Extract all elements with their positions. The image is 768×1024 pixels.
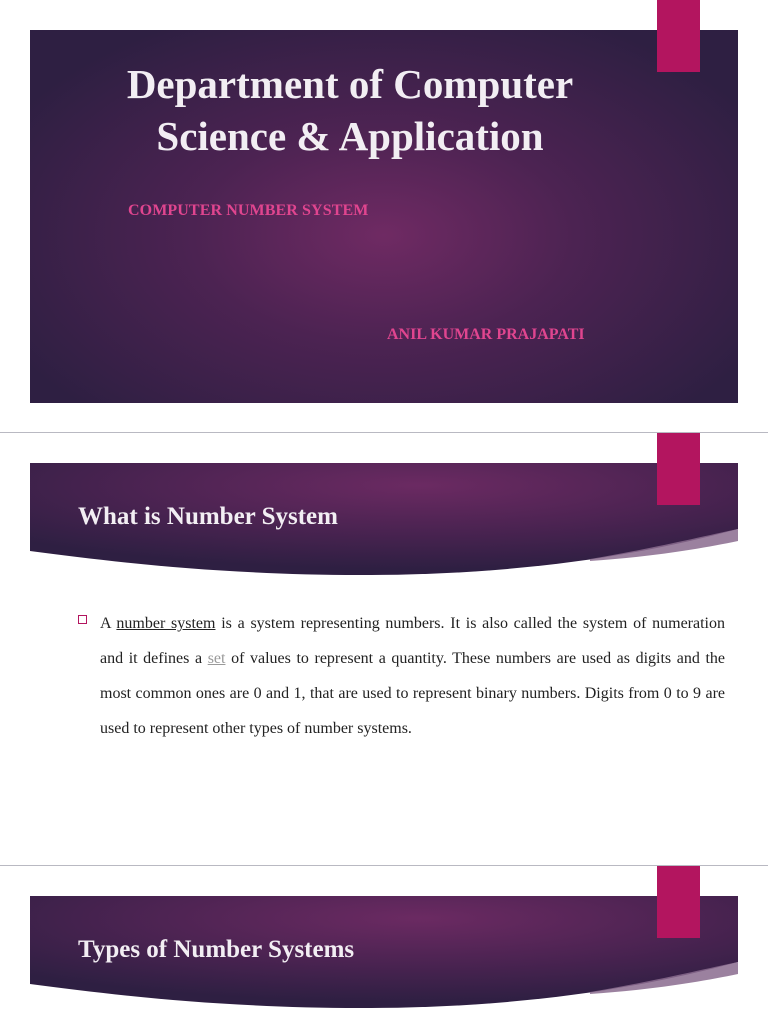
- slide-subtitle: COMPUTER NUMBER SYSTEM: [128, 202, 369, 219]
- slide3-header-banner: [30, 896, 738, 1012]
- set-link[interactable]: set: [207, 650, 226, 667]
- author-name: ANIL KUMAR PRAJAPATI: [387, 326, 585, 343]
- accent-tab-slide1: [657, 0, 700, 72]
- slide-divider: [0, 865, 768, 866]
- slide2-heading: What is Number System: [78, 503, 338, 530]
- square-bullet-icon: [78, 615, 87, 624]
- definition-paragraph: [100, 606, 725, 746]
- number-system-link[interactable]: number system: [116, 615, 216, 632]
- para-mid: is a system representing numbers. It is also called the system of numeration and it defines a: [100, 615, 726, 667]
- slide-title: Department of Computer Science & Application: [126, 61, 574, 159]
- slide2-header-banner: [30, 463, 738, 579]
- slide3-heading: Types of Number Systems: [78, 936, 355, 963]
- para-end: of values to represent a quantity. These numbers are used as digits and the most common ones are 0 and 1, that are used to represent binary numbers. Digits from 0 to 9 are used to represent other types of number systems.: [100, 650, 726, 737]
- accent-tab-slide2: [657, 433, 700, 505]
- slide-divider: [0, 432, 768, 433]
- accent-tab-slide3: [657, 866, 700, 938]
- para-prefix: A: [100, 615, 117, 632]
- definition-block: [78, 606, 726, 746]
